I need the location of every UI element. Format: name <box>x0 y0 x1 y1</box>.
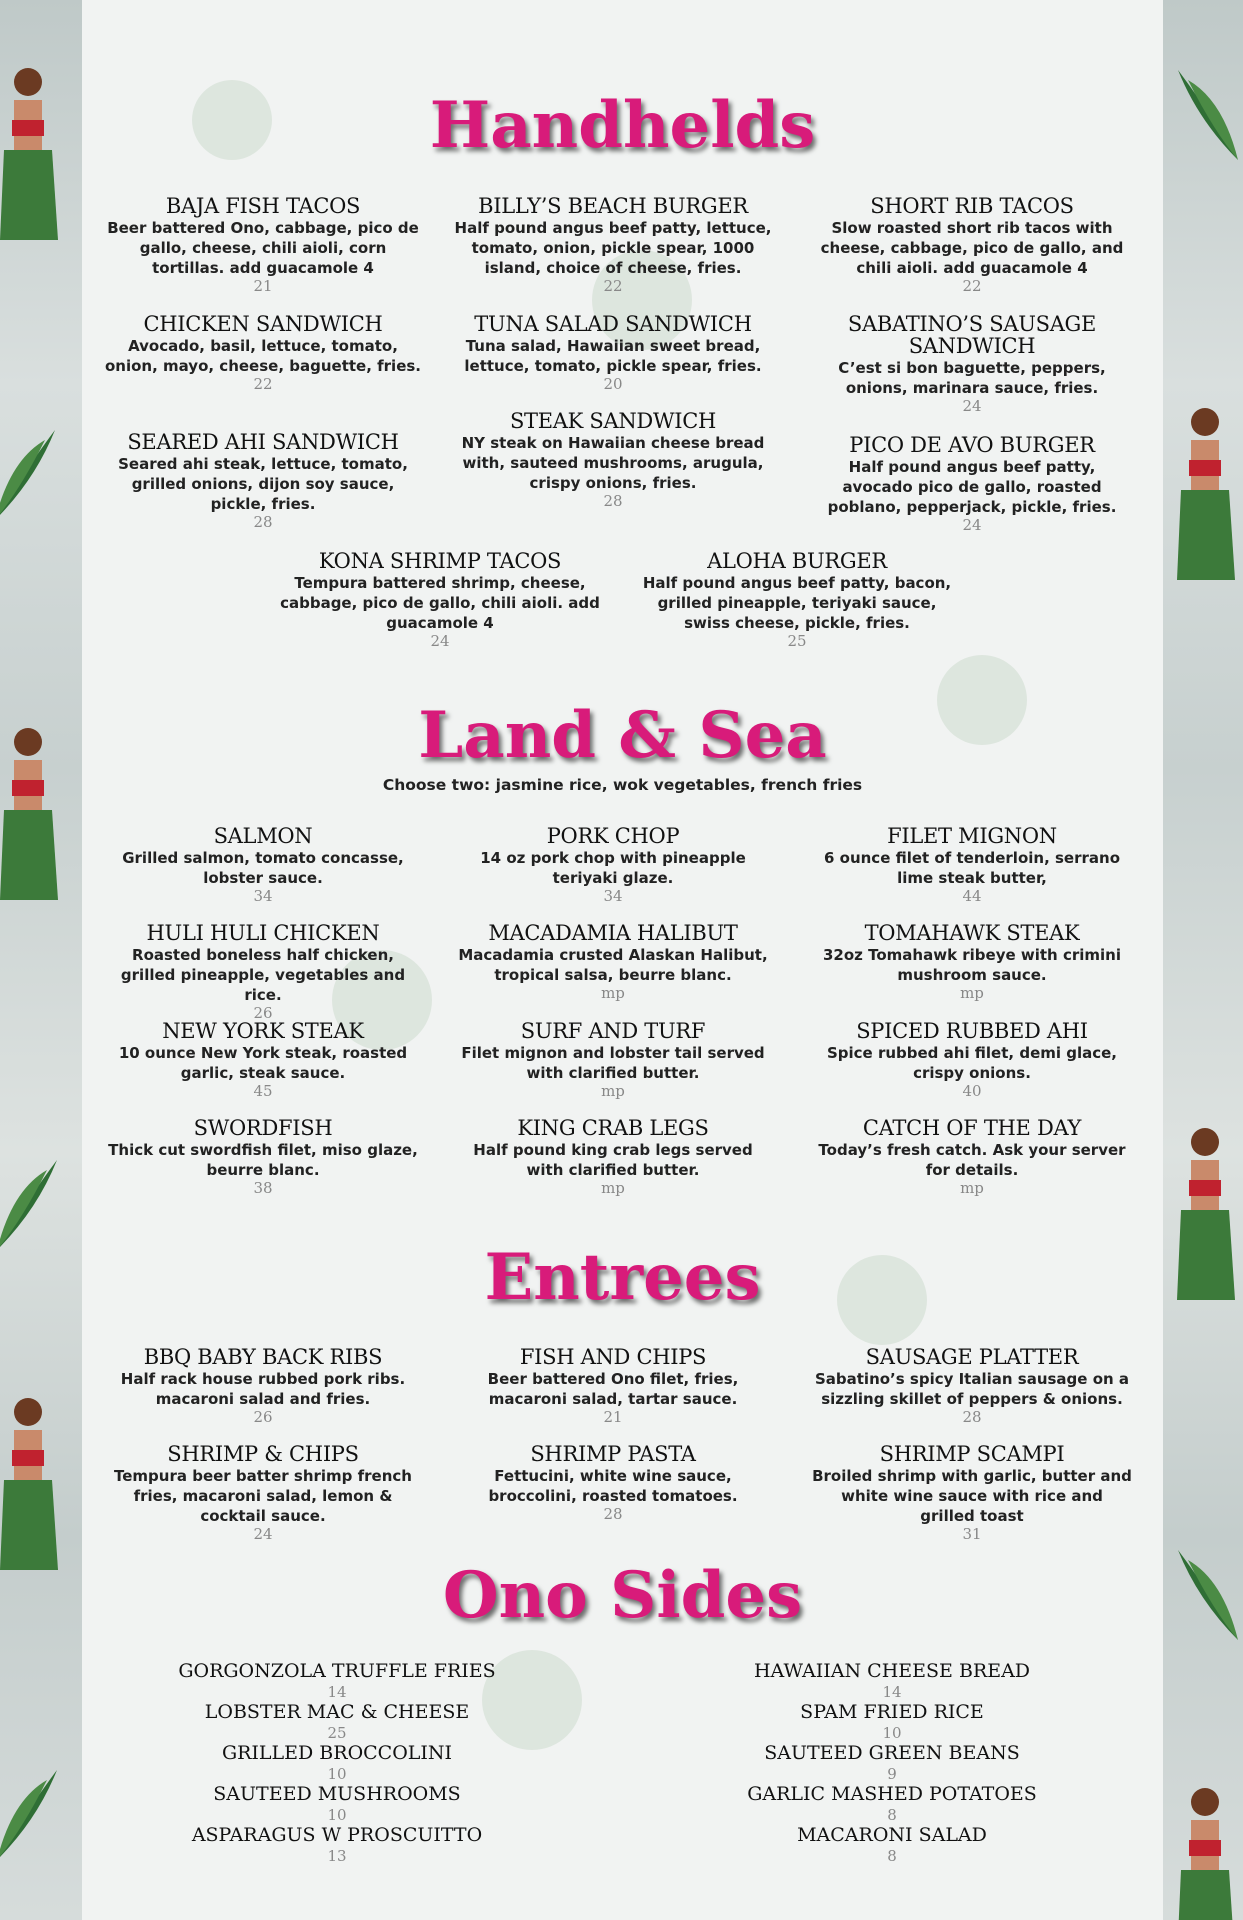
item-description: Half pound angus beef patty, avocado pico de gallo, roasted poblano, pepperjack, pickle, fries. <box>827 458 1117 516</box>
item-name: SALMON <box>213 824 313 848</box>
item-price: 21 <box>603 1408 623 1426</box>
item-description: 10 ounce New York steak, roasted garlic, steak sauce. <box>118 1044 408 1082</box>
side-price: 10 <box>882 1724 902 1742</box>
item-description: Tempura battered shrimp, cheese, cabbage, pico de gallo, chili aioli. add guacamole 4 <box>280 574 600 632</box>
menu-item <box>812 1020 1132 1100</box>
palm-leaf-icon <box>1173 60 1243 170</box>
menu-item <box>812 313 1132 415</box>
side-name: MACARONI SALAD <box>797 1824 987 1846</box>
side-price: 10 <box>327 1806 347 1824</box>
item-description: Tempura beer batter shrimp french fries, macaroni salad, lemon & cocktail sauce. <box>114 1467 412 1525</box>
item-price: mp <box>601 1082 625 1100</box>
item-price: 34 <box>253 887 273 905</box>
item-price: 22 <box>253 375 273 393</box>
side-name: GORGONZOLA TRUFFLE FRIES <box>178 1660 496 1682</box>
hula-dancer-icon <box>0 60 60 250</box>
item-price: 22 <box>962 277 982 295</box>
item-description: NY steak on Hawaiian cheese bread with, sauteed mushrooms, arugula, crispy onions, fries. <box>461 434 765 492</box>
hula-dancer-icon <box>1175 1780 1235 1920</box>
side-price: 8 <box>887 1847 897 1865</box>
item-price: 28 <box>603 492 623 510</box>
item-name: TUNA SALAD SANDWICH <box>474 312 752 336</box>
item-name: PORK CHOP <box>546 824 680 848</box>
side-item <box>127 1661 547 1702</box>
item-price: 34 <box>603 887 623 905</box>
item-price: 24 <box>430 632 450 650</box>
side-price: 8 <box>887 1806 897 1824</box>
side-name: SPAM FRIED RICE <box>800 1701 984 1723</box>
palm-leaf-icon <box>1173 1540 1243 1650</box>
menu-item <box>103 195 423 295</box>
menu-item <box>453 1443 773 1523</box>
item-name: CHICKEN SANDWICH <box>143 312 383 336</box>
side-item <box>682 1825 1102 1866</box>
item-price: 22 <box>603 277 623 295</box>
item-description: C’est si bon baguette, peppers, onions, marinara sauce, fries. <box>838 359 1106 397</box>
left-decorative-border <box>0 0 82 1920</box>
item-description: 6 ounce filet of tenderloin, serrano lime steak butter, <box>823 849 1120 887</box>
item-description: Macadamia crusted Alaskan Halibut, tropical salsa, beurre blanc. <box>458 946 768 984</box>
item-name: FILET MIGNON <box>887 824 1057 848</box>
item-price: 28 <box>603 1505 623 1523</box>
item-price: 31 <box>962 1525 982 1543</box>
side-price: 14 <box>882 1683 902 1701</box>
land-sea-heading: Land & Sea <box>418 698 827 773</box>
item-price: 21 <box>253 277 273 295</box>
item-description: Half rack house rubbed pork ribs. macaroni salad and fries. <box>120 1370 406 1408</box>
side-price: 9 <box>887 1765 897 1783</box>
item-price: 28 <box>962 1408 982 1426</box>
item-price: mp <box>601 984 625 1002</box>
item-description: Beer battered Ono filet, fries, macaroni salad, tartar sauce. <box>487 1370 739 1408</box>
item-price: 20 <box>603 375 623 393</box>
menu-item <box>453 410 773 510</box>
side-name: ASPARAGUS W PROSCUITTO <box>191 1824 483 1846</box>
menu-item <box>812 1117 1132 1197</box>
side-item <box>127 1784 547 1825</box>
side-price: 14 <box>327 1683 347 1701</box>
menu-item <box>103 313 423 393</box>
item-description: Filet mignon and lobster tail served with clarified butter. <box>461 1044 765 1082</box>
item-description: Broiled shrimp with garlic, butter and white wine sauce with rice and grilled toast <box>812 1467 1132 1525</box>
menu-item <box>453 1020 773 1100</box>
item-name: MACADAMIA HALIBUT <box>488 921 738 945</box>
hula-dancer-icon <box>0 1390 60 1580</box>
menu-item <box>812 1346 1132 1426</box>
item-name: NEW YORK STEAK <box>162 1019 364 1043</box>
side-item <box>127 1743 547 1784</box>
item-description: Slow roasted short rib tacos with cheese, cabbage, pico de gallo, and chili aioli. add guacamole 4 <box>820 219 1124 277</box>
item-name: SHRIMP PASTA <box>530 1442 696 1466</box>
item-price: 24 <box>962 397 982 415</box>
item-name: SAUSAGE PLATTER <box>865 1345 1079 1369</box>
menu-item <box>103 1117 423 1197</box>
item-name: STEAK SANDWICH <box>509 409 717 433</box>
item-price: 28 <box>253 513 273 531</box>
item-price: 26 <box>253 1408 273 1426</box>
item-description: Half pound angus beef patty, bacon, grilled pineapple, teriyaki sauce, swiss cheese, pickle, fries. <box>642 574 952 632</box>
item-name: BAJA FISH TACOS <box>165 194 361 218</box>
item-name: CATCH OF THE DAY <box>862 1116 1082 1140</box>
item-price: 38 <box>253 1179 273 1197</box>
item-price: mp <box>601 1179 625 1197</box>
menu-item <box>812 922 1132 1002</box>
item-price: 44 <box>962 887 982 905</box>
side-item <box>127 1702 547 1743</box>
item-description: Sabatino’s spicy Italian sausage on a sizzling skillet of peppers & onions. <box>814 1370 1130 1408</box>
item-description: Avocado, basil, lettuce, tomato, onion, mayo, cheese, baguette, fries. <box>104 337 421 375</box>
item-description: Tuna salad, Hawaiian sweet bread, lettuce, tomato, pickle spear, fries. <box>464 337 762 375</box>
item-price: 40 <box>962 1082 982 1100</box>
menu-item <box>802 195 1142 295</box>
item-name: SHRIMP SCAMPI <box>879 1442 1065 1466</box>
item-name: KING CRAB LEGS <box>517 1116 709 1140</box>
menu-item <box>103 1443 423 1543</box>
hula-dancer-icon <box>1175 1120 1235 1310</box>
side-item <box>127 1825 547 1866</box>
item-name: HULI HULI CHICKEN <box>146 921 380 945</box>
menu-item <box>103 1020 423 1100</box>
item-description: 14 oz pork chop with pineapple teriyaki glaze. <box>480 849 746 887</box>
item-name: FISH AND CHIPS <box>519 1345 707 1369</box>
item-name: PICO DE AVO BURGER <box>849 433 1095 457</box>
item-description: Today’s fresh catch. Ask your server for details. <box>818 1141 1126 1179</box>
ono-sides-heading: Ono Sides <box>442 1558 803 1633</box>
right-decorative-border <box>1163 0 1243 1920</box>
side-price: 10 <box>327 1765 347 1783</box>
item-name: BBQ BABY BACK RIBS <box>143 1345 383 1369</box>
item-price: 25 <box>787 632 807 650</box>
item-description: Half pound angus beef patty, lettuce, tomato, onion, pickle spear, 1000 island, choice of cheese, fries. <box>454 219 772 277</box>
palm-leaf-icon <box>0 1760 62 1870</box>
menu-item <box>812 434 1132 534</box>
item-price: 26 <box>253 1004 273 1022</box>
item-price: 45 <box>253 1082 273 1100</box>
land-sea-subtitle: Choose two: jasmine rice, wok vegetables, french fries <box>382 776 863 794</box>
side-item <box>682 1661 1102 1702</box>
item-price: mp <box>960 1179 984 1197</box>
item-name: ALOHA BURGER <box>707 549 887 573</box>
handhelds-heading: Handhelds <box>429 88 816 163</box>
item-price: 24 <box>253 1525 273 1543</box>
hula-dancer-icon <box>0 720 60 910</box>
item-description: Roasted boneless half chicken, grilled pineapple, vegetables and rice. <box>120 946 406 1004</box>
side-name: GARLIC MASHED POTATOES <box>747 1783 1037 1805</box>
menu-item <box>453 195 773 295</box>
menu-item <box>453 313 773 393</box>
menu-item <box>103 825 423 905</box>
menu-item <box>812 825 1132 905</box>
item-name: TOMAHAWK STEAK <box>864 921 1080 945</box>
menu-item <box>453 825 773 905</box>
item-name: SPICED RUBBED AHI <box>856 1019 1088 1043</box>
side-name: GRILLED BROCCOLINI <box>221 1742 453 1764</box>
item-description: 32oz Tomahawk ribeye with crimini mushroom sauce. <box>822 946 1121 984</box>
entrees-heading: Entrees <box>484 1240 761 1315</box>
menu-item <box>637 550 957 650</box>
side-name: LOBSTER MAC & CHEESE <box>204 1701 470 1723</box>
menu-item <box>103 431 423 531</box>
menu-item <box>103 1346 423 1426</box>
menu-item <box>453 922 773 1002</box>
item-description: Grilled salmon, tomato concasse, lobster sauce. <box>122 849 404 887</box>
hula-dancer-icon <box>1175 400 1235 590</box>
item-name: KONA SHRIMP TACOS <box>318 549 562 573</box>
item-price: mp <box>960 984 984 1002</box>
item-name: SWORDFISH <box>193 1116 333 1140</box>
menu-item <box>103 922 423 1022</box>
menu-item <box>812 1443 1132 1543</box>
menu-item <box>453 1117 773 1197</box>
item-name: SURF AND TURF <box>520 1019 706 1043</box>
item-name: BILLY’S BEACH BURGER <box>478 194 748 218</box>
side-name: HAWAIIAN CHEESE BREAD <box>753 1660 1031 1682</box>
side-item <box>682 1702 1102 1743</box>
side-price: 25 <box>327 1724 347 1742</box>
item-name: SHORT RIB TACOS <box>870 194 1074 218</box>
item-description: Seared ahi steak, lettuce, tomato, grilled onions, dijon soy sauce, pickle, fries. <box>118 455 408 513</box>
item-description: Beer battered Ono, cabbage, pico de gallo, cheese, chili aioli, corn tortillas. add guacamole 4 <box>107 219 419 277</box>
side-price: 13 <box>327 1847 347 1865</box>
side-item <box>682 1743 1102 1784</box>
palm-leaf-icon <box>0 420 60 530</box>
side-name: SAUTEED MUSHROOMS <box>213 1783 461 1805</box>
menu-item <box>453 1346 773 1426</box>
item-description: Spice rubbed ahi filet, demi glace, crispy onions. <box>826 1044 1117 1082</box>
menu-item <box>280 550 600 650</box>
item-description: Half pound king crab legs served with clarified butter. <box>473 1141 753 1179</box>
item-name: SEARED AHI SANDWICH <box>127 430 399 454</box>
palm-leaf-icon <box>0 1150 62 1260</box>
side-name: SAUTEED GREEN BEANS <box>764 1742 1020 1764</box>
item-name: SABATINO’S SAUSAGE SANDWICH <box>847 312 1097 358</box>
item-name: SHRIMP & CHIPS <box>167 1442 359 1466</box>
item-description: Thick cut swordfish filet, miso glaze, beurre blanc. <box>108 1141 418 1179</box>
side-item <box>682 1784 1102 1825</box>
item-price: 24 <box>962 516 982 534</box>
menu-panel <box>82 0 1163 1920</box>
item-description: Fettucini, white wine sauce, broccolini, roasted tomatoes. <box>488 1467 738 1505</box>
